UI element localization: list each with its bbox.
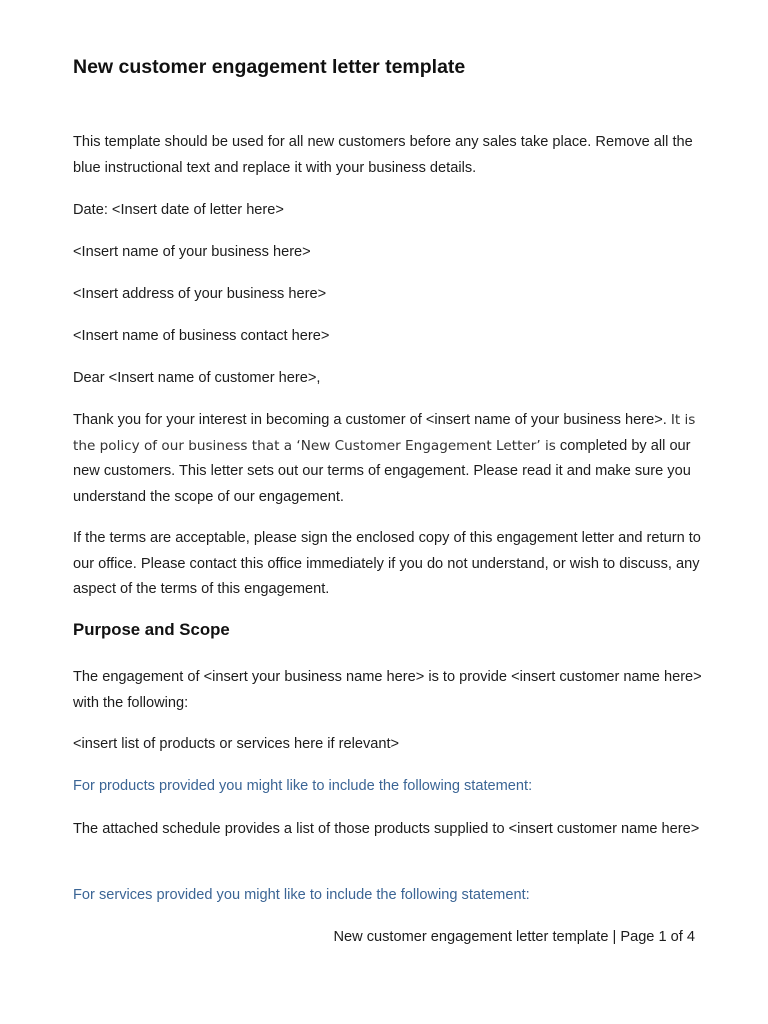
engagement-paragraph: The engagement of <insert your business name here> is to provide <insert customer name here> with the following: [73,669,702,711]
salutation-line: Dear <Insert name of customer here>, [73,370,321,386]
document-title: New customer engagement letter template [73,56,466,78]
business-address-line: <Insert address of your business here> [73,286,327,302]
thanks-part-3: completed by all our new customers. This letter sets out our terms of engagement. Please read it and make sure you understand the scope of our engagement. [73,437,691,505]
thanks-part-2: It is the policy of our business that a ‘New Customer Engagement Letter’ is [73,412,696,454]
business-name-line: <Insert name of your business here> [73,244,311,260]
thanks-paragraph [73,408,703,510]
section-heading-purpose-scope: Purpose and Scope [73,620,230,639]
intro-paragraph: This template should be used for all new customers before any sales take place. Remove all the blue instructional text and replace it with your business details. [73,134,693,176]
schedule-paragraph: The attached schedule provides a list of those products supplied to <insert customer name here> [73,821,700,837]
products-instruction: For products provided you might like to include the following statement: [73,778,533,794]
business-contact-line: <Insert name of business contact here> [73,328,330,344]
thanks-part-1: Thank you for your interest in becoming a customer of <insert name of your business here>. [73,412,671,428]
page-footer: New customer engagement letter template | Page 1 of 4 [333,929,695,945]
date-line: Date: <Insert date of letter here> [73,202,284,218]
services-instruction: For services provided you might like to include the following statement: [73,887,530,903]
terms-paragraph: If the terms are acceptable, please sign the enclosed copy of this engagement letter and return to our office. Please contact this office immediately if you do not understand, or wish to discuss, any aspect of the terms of this engagement. [73,530,701,597]
list-placeholder-line: <insert list of products or services here if relevant> [73,736,400,752]
